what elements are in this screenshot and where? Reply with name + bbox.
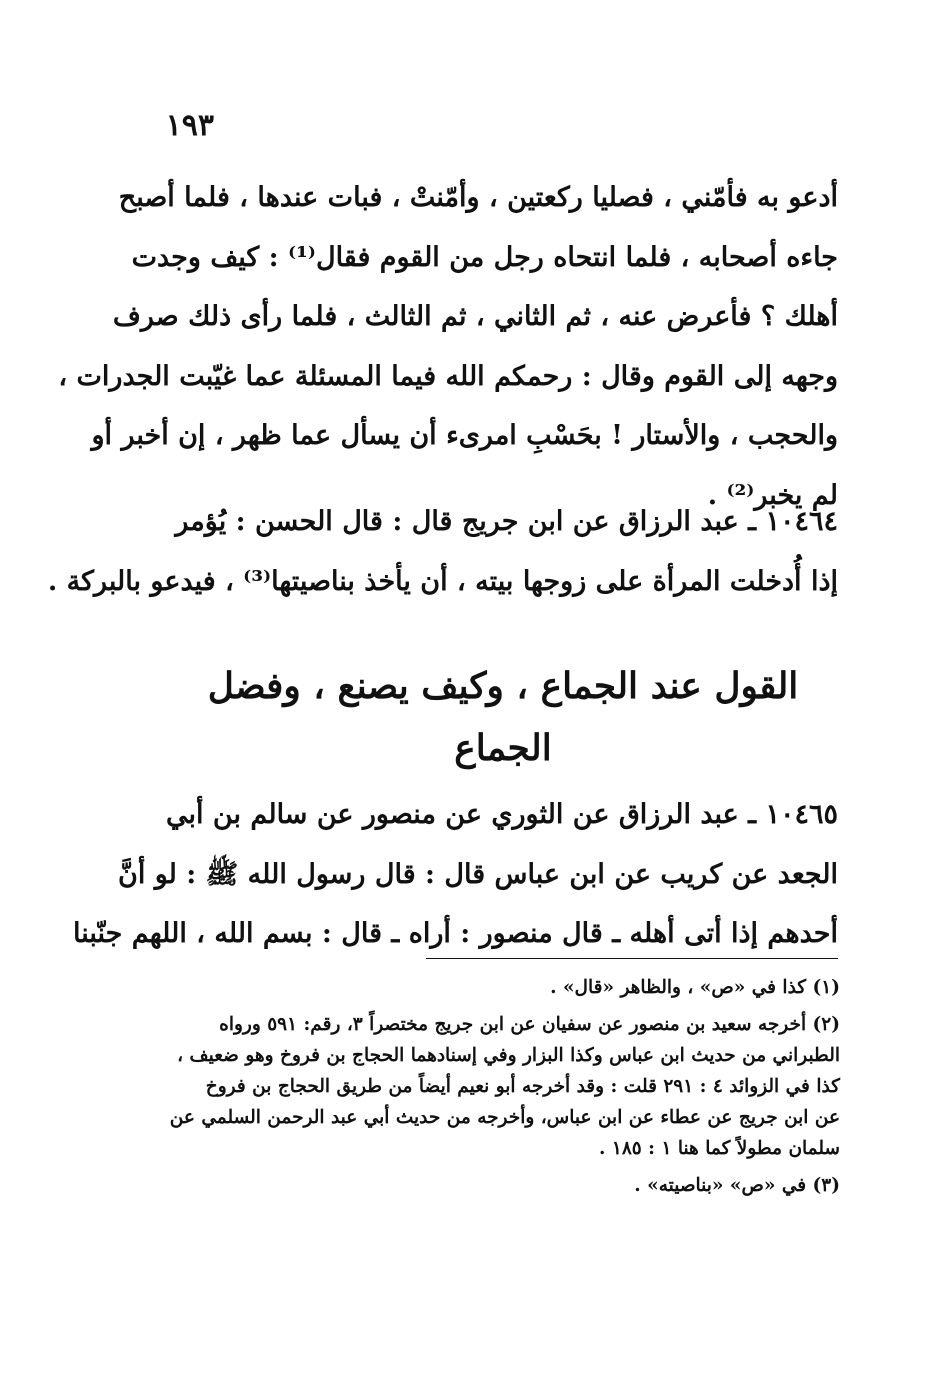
footnote-2 (168, 1009, 840, 1164)
section-heading-line: القول عند الجماع ، وكيف يصنع ، وفضل (207, 665, 799, 707)
paragraph-3 (73, 785, 838, 964)
footnote-line: (٢) أخرجه سعيد بن منصور عن سفيان عن ابن جريج مختصراً ٣، رقم: ٥٩١ ورواه (219, 1014, 840, 1035)
paragraph-line: أحدهم إذا أتى أهله ـ قال منصور : أراه ـ قال : بسم الله ، اللهم جنّبنا (73, 918, 838, 949)
footnote-line: (١) كذا في «ص» ، والظاهر «قال» . (550, 977, 840, 998)
paragraph-line: جاءه أصحابه ، فلما انتحاه رجل من القوم فقال⁽¹⁾ : كيف وجدت (131, 241, 838, 273)
footnote-line: كذا في الزوائد ٤ : ٢٩١ قلت : وقد أخرجه أبو نعيم أيضاً من طريق الحجاج بن فروخ (205, 1076, 840, 1097)
footnote-line: عن ابن جريج عن عطاء عن ابن عباس، وأخرجه من حديث أبي عبد الرحمن السلمي عن (169, 1107, 840, 1128)
paragraph-1 (58, 168, 838, 525)
paragraph-line: ١٠٤٦٤ ـ عبد الرزاق عن ابن جريج قال : قال الحسن : يُؤمر (175, 506, 838, 537)
paragraph-line: وجهه إلى القوم وقال : رحمكم الله فيما المسئلة عما غيّبت الجدرات ، (58, 360, 838, 392)
paragraph-line: ١٠٤٦٥ ـ عبد الرزاق عن الثوري عن منصور عن سالم بن أبي (166, 799, 838, 830)
footnote-line: (٣) في «ص» «بناصيته» . (634, 1175, 840, 1196)
paragraph-line: لم يخبر⁽²⁾ . (707, 479, 838, 511)
page-number: ١٩٣ (165, 108, 214, 143)
footnotes (168, 972, 840, 1201)
paragraph-line: الجعد عن كريب عن ابن عباس قال : قال رسول الله ﷺ : لو أنَّ (118, 858, 838, 890)
section-heading-line: الجماع (454, 727, 552, 769)
paragraph-line: أهلك ؟ فأعرض عنه ، ثم الثاني ، ثم الثالث ، فلما رأى ذلك صرف (112, 301, 838, 332)
paragraph-line: أدعو به فأمّني ، فصليا ركعتين ، وأمّنتْ ، فبات عندها ، فلما أصبح (118, 182, 838, 213)
footnote-line: الطبراني من حديث ابن عباس وكذا البزار وفي إسنادهما الحجاج بن فروخ وهو ضعيف ، (177, 1045, 840, 1066)
footnote-3 (168, 1170, 840, 1201)
paragraph-2 (47, 492, 838, 611)
paragraph-line: والحجب ، والأستار ! بحَسْبِ امرىء أن يسأل عما ظهر ، إن أخبر أو (91, 420, 838, 451)
paragraph-line: إذا أُدخلت المرأة على زوجها بيته ، أن يأخذ بناصيتها⁽³⁾ ، فيدعو بالبركة . (47, 565, 838, 597)
footnote-1 (168, 972, 840, 1003)
footnote-line: سلمان مطولاً كما هنا ١ : ١٨٥ . (599, 1138, 840, 1159)
footnote-divider (426, 958, 838, 959)
section-heading (168, 655, 838, 779)
